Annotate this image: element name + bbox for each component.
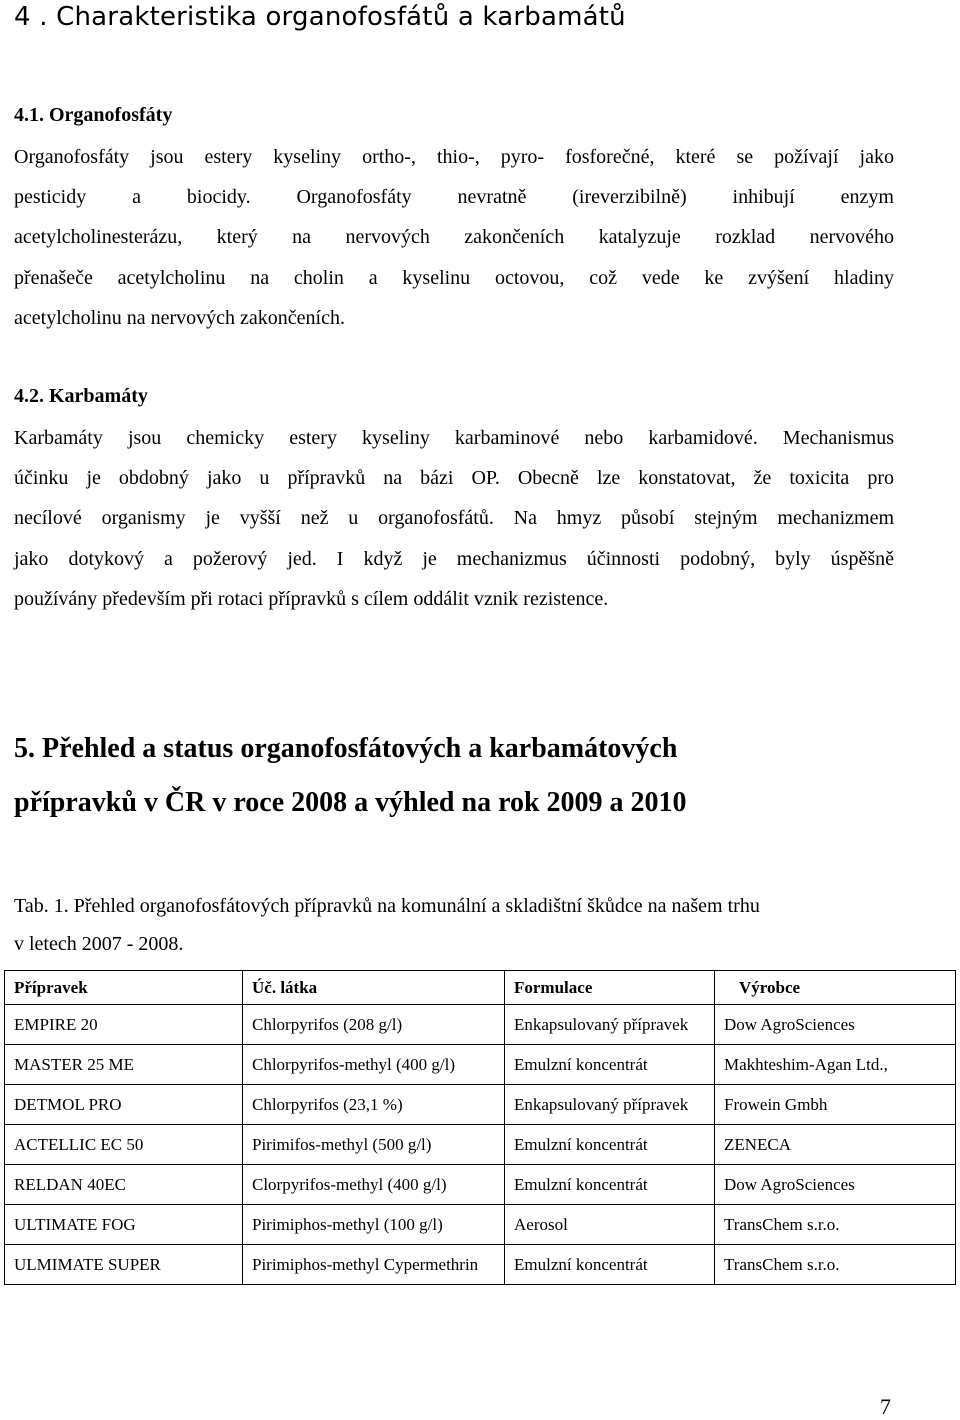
cell-product: EMPIRE 20: [5, 1005, 243, 1045]
header-formulation: Formulace: [505, 971, 715, 1005]
cell-formulation: Enkapsulovaný přípravek: [505, 1085, 715, 1125]
chapter-4-title: 4 . Charakteristika organofosfátů a karbamátů: [14, 2, 626, 32]
table-row: [5, 1045, 956, 1085]
table-caption-line-2: v letech 2007 - 2008.: [14, 933, 184, 955]
cell-formulation: Emulzní koncentrát: [505, 1125, 715, 1165]
chapter-5-title-line-2: přípravků v ČR v roce 2008 a výhled na rok 2009 a 2010: [14, 787, 687, 818]
paragraph-line: acetylcholinesterázu, který na nervových zakončeních katalyzuje rozklad nervového: [14, 226, 894, 249]
header-manufacturer: Výrobce: [715, 971, 956, 1005]
section-4-2-paragraph: [14, 418, 894, 619]
header-active-substance: Úč. látka: [243, 971, 505, 1005]
cell-formulation: Emulzní koncentrát: [505, 1165, 715, 1205]
paragraph-line: necílové organismy je vyšší než u organofosfátů. Na hmyz působí stejným mechanizmem: [14, 507, 894, 530]
table-row: [5, 1005, 956, 1045]
table-row: [5, 1125, 956, 1165]
section-4-1-paragraph: [14, 137, 894, 338]
paragraph-line: pesticidy a biocidy. Organofosfáty nevratně (ireverzibilně) inhibují enzym: [14, 186, 894, 209]
cell-product: ACTELLIC EC 50: [5, 1125, 243, 1165]
section-4-2-heading: 4.2. Karbamáty: [14, 385, 148, 407]
table-row: [5, 1205, 956, 1245]
cell-manufacturer: Makhteshim-Agan Ltd.,: [715, 1045, 956, 1085]
paragraph-line: acetylcholinu na nervových zakončeních.: [14, 306, 345, 329]
cell-active-substance: Pirimiphos-methyl (100 g/l): [243, 1205, 505, 1245]
paragraph-line: jako dotykový a požerový jed. I když je mechanizmus účinnosti podobný, byly úspěšně: [14, 547, 894, 570]
cell-active-substance: Chlorpyrifos (23,1 %): [243, 1085, 505, 1125]
header-product: Přípravek: [5, 971, 243, 1005]
paragraph-line: přenašeče acetylcholinu na cholin a kyselinu octovou, což vede ke zvýšení hladiny: [14, 266, 894, 289]
cell-formulation: Emulzní koncentrát: [505, 1245, 715, 1285]
paragraph-line: Organofosfáty jsou estery kyseliny ortho-, thio-, pyro- fosforečné, které se požívají jako: [14, 146, 894, 168]
cell-active-substance: Pirimifos-methyl (500 g/l): [243, 1125, 505, 1165]
table-header-row: [5, 971, 956, 1005]
cell-formulation: Emulzní koncentrát: [505, 1045, 715, 1085]
cell-formulation: Aerosol: [505, 1205, 715, 1245]
cell-active-substance: Chlorpyrifos-methyl (400 g/l): [243, 1045, 505, 1085]
chapter-5-title-line-1: 5. Přehled a status organofosfátových a karbamátových: [14, 733, 678, 764]
page-number: 7: [880, 1394, 891, 1419]
cell-product: MASTER 25 ME: [5, 1045, 243, 1085]
cell-formulation: Enkapsulovaný přípravek: [505, 1005, 715, 1045]
cell-manufacturer: Dow AgroSciences: [715, 1005, 956, 1045]
cell-manufacturer: Dow AgroSciences: [715, 1165, 956, 1205]
cell-product: ULTIMATE FOG: [5, 1205, 243, 1245]
paragraph-line: účinku je obdobný jako u přípravků na bázi OP. Obecně lze konstatovat, že toxicita pro: [14, 467, 894, 490]
cell-product: DETMOL PRO: [5, 1085, 243, 1125]
cell-manufacturer: ZENECA: [715, 1125, 956, 1165]
cell-active-substance: Chlorpyrifos (208 g/l): [243, 1005, 505, 1045]
section-4-1-heading: 4.1. Organofosfáty: [14, 104, 173, 126]
table-row: [5, 1085, 956, 1125]
cell-product: ULMIMATE SUPER: [5, 1245, 243, 1285]
products-table: [4, 970, 956, 1285]
cell-product: RELDAN 40EC: [5, 1165, 243, 1205]
table-row: [5, 1165, 956, 1205]
table-caption-line-1: Tab. 1. Přehled organofosfátových přípravků na komunální a skladištní škůdce na našem trhu: [14, 895, 760, 917]
cell-active-substance: Pirimiphos-methyl Cypermethrin: [243, 1245, 505, 1285]
paragraph-line: používány především při rotaci přípravků s cílem oddálit vznik rezistence.: [14, 587, 609, 610]
table-row: [5, 1245, 956, 1285]
paragraph-line: Karbamáty jsou chemicky estery kyseliny karbaminové nebo karbamidové. Mechanismus: [14, 427, 894, 449]
cell-manufacturer: TransChem s.r.o.: [715, 1205, 956, 1245]
cell-active-substance: Clorpyrifos-methyl (400 g/l): [243, 1165, 505, 1205]
cell-manufacturer: TransChem s.r.o.: [715, 1245, 956, 1285]
cell-manufacturer: Frowein Gmbh: [715, 1085, 956, 1125]
